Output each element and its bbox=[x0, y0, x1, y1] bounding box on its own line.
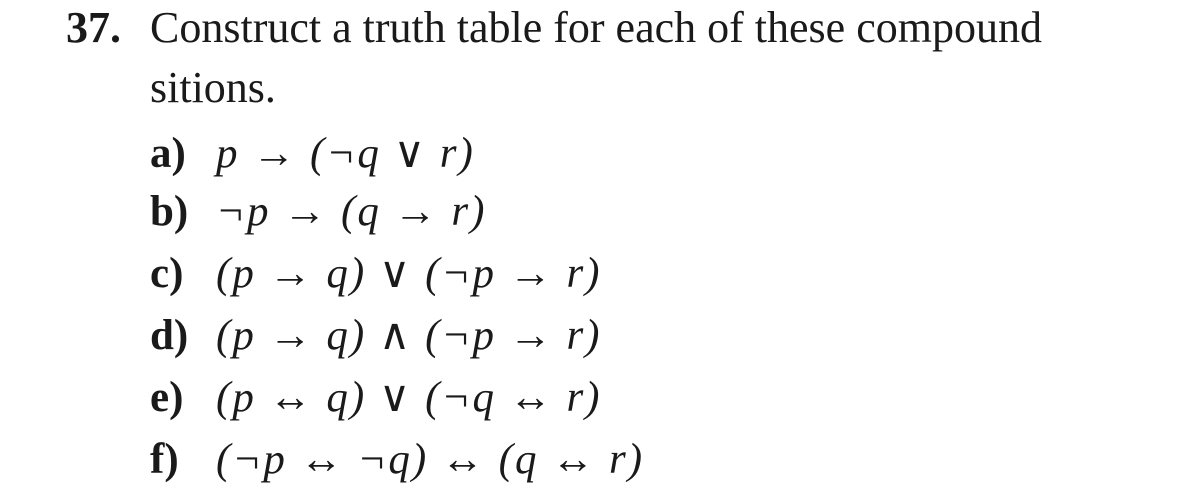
problem-statement-line1: Construct a truth table for each of these compound bbox=[150, 3, 1042, 52]
problem-statement-line2: sitions. bbox=[150, 63, 276, 112]
list-item-e bbox=[150, 372, 602, 424]
list-item-a bbox=[150, 128, 475, 180]
list-item-b bbox=[150, 186, 486, 238]
item-label: f) bbox=[150, 436, 179, 483]
item-expression: p → (¬q ∨ r) bbox=[216, 130, 475, 177]
item-label: c) bbox=[150, 250, 184, 297]
item-label: e) bbox=[150, 374, 184, 421]
item-expression: (p → q) ∧ (¬p → r) bbox=[216, 312, 602, 359]
item-label: a) bbox=[150, 130, 186, 177]
item-expression: (p ↔ q) ∨ (¬q ↔ r) bbox=[216, 374, 602, 421]
problem-number: 37. bbox=[66, 3, 121, 52]
item-expression: (p → q) ∨ (¬p → r) bbox=[216, 250, 602, 297]
list-item-c bbox=[150, 248, 602, 300]
item-expression: ¬p → (q → r) bbox=[216, 188, 487, 235]
list-item-f bbox=[150, 434, 644, 486]
list-item-d bbox=[150, 310, 602, 362]
item-label: d) bbox=[150, 312, 189, 359]
item-expression: (¬p ↔ ¬q) ↔ (q ↔ r) bbox=[216, 436, 645, 483]
item-label: b) bbox=[150, 188, 189, 235]
